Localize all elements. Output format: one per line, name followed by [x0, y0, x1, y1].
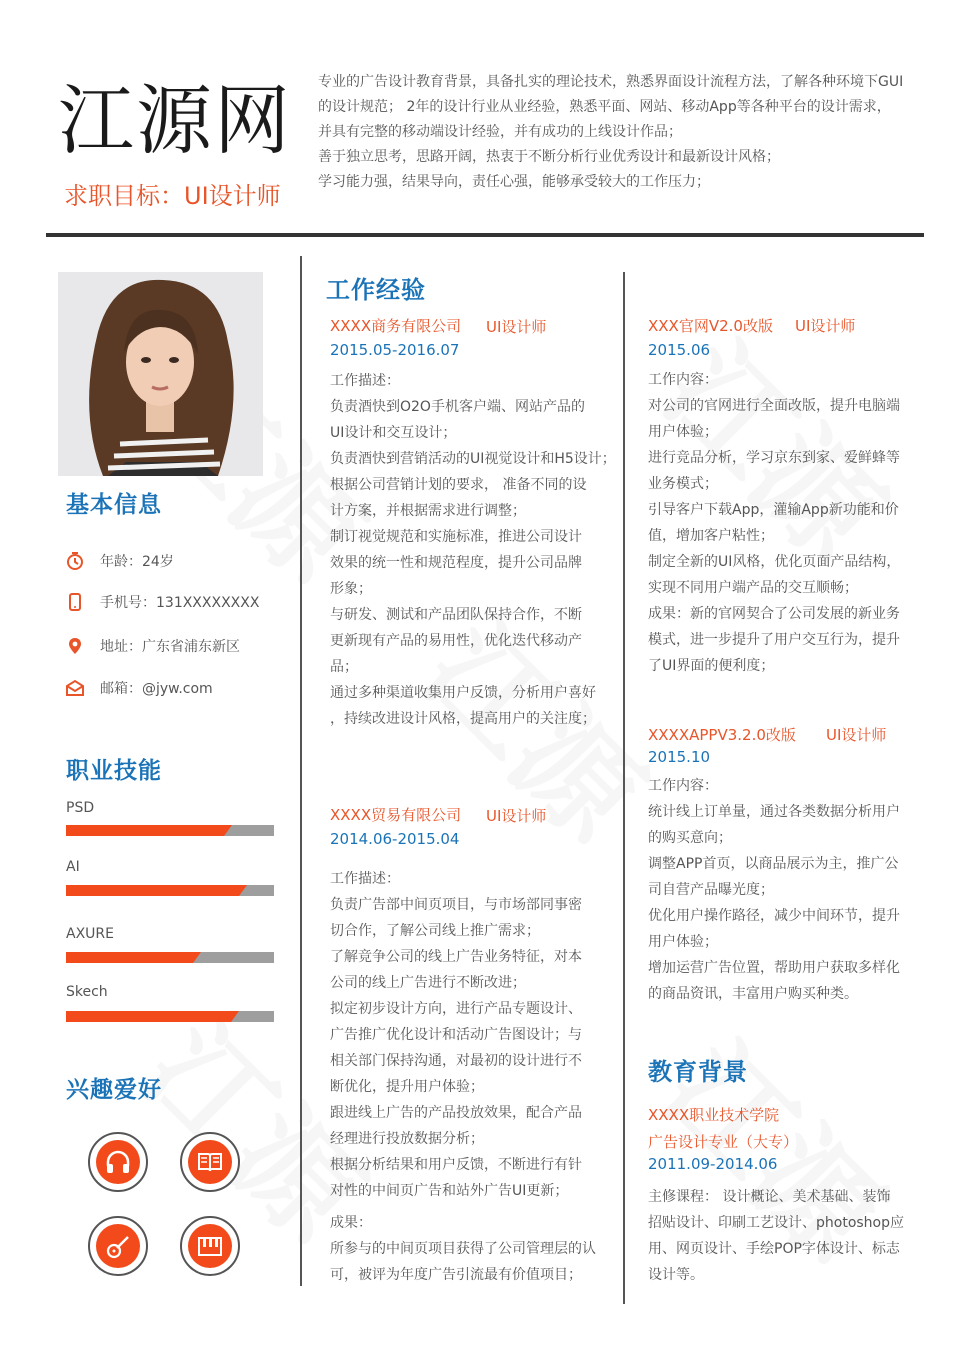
desc-line: 通过多种渠道收集用户反馈，分析用户喜好 — [330, 685, 596, 701]
desc-line: 调整APP首页，以商品展示为主，推广公 — [648, 856, 899, 872]
desc-line: 相关部门保持沟通，对最初的设计进行不 — [330, 1053, 582, 1069]
course-line: 用、网页设计、手绘POP字体设计、标志 — [648, 1241, 900, 1257]
desc-title: 工作描述： — [330, 373, 400, 389]
intro-line: 的设计规范； 2年的设计行业从业经验，熟悉平面、网站、移动App等各种平台的设计需求， — [318, 99, 891, 115]
skill-bar-fill — [66, 825, 232, 836]
job-date: 2014.06-2015.04 — [330, 830, 460, 848]
desc-line: 与研发、测试和产品团队保持合作，不断 — [330, 607, 582, 623]
desc-line: 经理进行投放数据分析； — [330, 1131, 484, 1147]
desc-line: 了UI界面的便利度； — [648, 658, 775, 674]
column-divider — [300, 256, 302, 1286]
job-result — [330, 1210, 596, 1288]
school-name: XXXX职业技术学院 — [648, 1106, 780, 1124]
desc-line: 引导客户下载App，灌输App新功能和价 — [648, 502, 899, 518]
desc-line: 制订视觉规范和实施标准，推进公司设计 — [330, 529, 582, 545]
desc-line: 拟定初步设计方向，进行产品专题设计、 — [330, 1001, 582, 1017]
desc-line: 效果的统一性和规范程度，提升公司品牌 — [330, 555, 582, 571]
book-icon — [188, 1140, 232, 1184]
intro-line: 善于独立思考，思路开阔，热衷于不断分析行业优秀设计和最新设计风格； — [318, 149, 780, 165]
desc-line: 公司的线上广告进行不断改进； — [330, 975, 526, 991]
basic-info-title: 基本信息 — [66, 492, 162, 518]
desc-line: 增加运营广告位置，帮助用户获取多样化 — [648, 960, 900, 976]
desc-line: 模式，进一步提升了用户交互行为，提升 — [648, 632, 900, 648]
clock-icon — [66, 552, 84, 570]
desc-line: 了解竞争公司的线上广告业务特征，对本 — [330, 949, 582, 965]
hobbies-title: 兴趣爱好 — [66, 1077, 162, 1103]
company-name: XXXX商务有限公司 — [330, 317, 462, 335]
email-text: 邮箱：@jyw.com — [100, 681, 213, 697]
skill-label: Skech — [66, 984, 108, 1000]
skill-bar-fill — [66, 952, 201, 963]
desc-line: 根据公司营销计划的要求， 准备不同的设 — [330, 477, 587, 493]
desc-line: 对公司的官网进行全面改版，提升电脑端 — [648, 398, 900, 414]
desc-line: 根据分析结果和用户反馈，不断进行有针 — [330, 1157, 582, 1173]
desc-title: 工作内容： — [648, 778, 718, 794]
project-date: 2015.06 — [648, 341, 711, 359]
course-line: 设计等。 — [648, 1267, 704, 1283]
desc-line: 业务模式； — [648, 476, 718, 492]
intro-line: 并具有完整的移动端设计经验，并有成功的上线设计作品； — [318, 124, 682, 140]
project-role: UI设计师 — [826, 726, 887, 744]
desc-line: 广告推广优化设计和活动广告图设计；与 — [330, 1027, 582, 1043]
skill-bar — [66, 952, 274, 963]
desc-line: 实现不同用户端产品的交互顺畅； — [648, 580, 858, 596]
address-text: 地址：广东省浦东新区 — [100, 639, 240, 655]
skill-bar — [66, 885, 274, 896]
phone-text: 手机号：131XXXXXXXX — [100, 595, 260, 611]
hobby-music — [88, 1132, 148, 1192]
result-title: 成果： — [330, 1215, 372, 1231]
desc-line: 品； — [330, 659, 358, 675]
intro-line: 学习能力强，结果导向，责任心强，能够承受较大的工作压力； — [318, 174, 710, 190]
desc-line: 用户体验； — [648, 424, 718, 440]
location-pin-icon — [66, 637, 84, 655]
desc-line: 负责酒快到O2O手机客户端、网站产品的 — [330, 399, 585, 415]
skill-bar — [66, 1011, 274, 1022]
hobby-reading — [180, 1132, 240, 1192]
age-text: 年龄：24岁 — [100, 554, 174, 570]
desc-line: ，持续改进设计风格，提高用户的关注度； — [330, 711, 596, 727]
project-description — [648, 367, 900, 679]
work-experience-title: 工作经验 — [326, 276, 426, 304]
guitar-icon — [96, 1224, 140, 1268]
skill-label: AXURE — [66, 926, 114, 942]
project-name: XXXXAPPV3.2.0改版 — [648, 726, 796, 744]
age-row — [66, 551, 174, 571]
skill-label: AI — [66, 859, 80, 875]
desc-title: 工作内容： — [648, 372, 718, 388]
project-role: UI设计师 — [795, 317, 856, 335]
project-name: XXX官网V2.0改版 — [648, 317, 773, 335]
column-divider — [623, 272, 625, 1304]
course-line: 招贴设计、印刷工艺设计、photoshop应 — [648, 1215, 904, 1231]
desc-line: 负责广告部中间页项目，与市场部同事密 — [330, 897, 582, 913]
result-line: 所参与的中间页项目获得了公司管理层的认 — [330, 1241, 596, 1257]
desc-line: 对性的中间页广告和站外广告UI更新； — [330, 1183, 569, 1199]
phone-row — [66, 592, 259, 612]
education-date: 2011.09-2014.06 — [648, 1155, 778, 1173]
desc-line: 切合作，了解公司线上推广需求； — [330, 923, 540, 939]
skill-bar-fill — [66, 885, 247, 896]
education-title: 教育背景 — [648, 1058, 748, 1086]
desc-line: 更新现有产品的易用性，优化迭代移动产 — [330, 633, 582, 649]
project-date: 2015.10 — [648, 748, 711, 766]
desc-line: 的商品资讯，丰富用户购买种类。 — [648, 986, 858, 1002]
courses — [648, 1184, 904, 1288]
desc-line: 进行竞品分析，学习京东到家、爱鲜蜂等 — [648, 450, 900, 466]
job-role: UI设计师 — [486, 807, 547, 825]
company-name: XXXX贸易有限公司 — [330, 806, 462, 824]
email-row — [66, 678, 213, 698]
self-introduction — [318, 70, 938, 195]
job-role: UI设计师 — [486, 318, 547, 336]
project-description — [648, 773, 900, 1007]
desc-line: 断优化，提升用户体验； — [330, 1079, 484, 1095]
job-date: 2015.05-2016.07 — [330, 341, 460, 359]
mail-icon — [66, 679, 84, 697]
desc-line: UI设计和交互设计； — [330, 425, 457, 441]
desc-line: 的购买意向； — [648, 830, 732, 846]
desc-line: 优化用户操作路径，减少中间环节，提升 — [648, 908, 900, 924]
job-description — [330, 866, 582, 1204]
course-line: 主修课程： 设计概论、美术基础、装饰 — [648, 1189, 891, 1205]
intro-line: 专业的广告设计教育背景，具备扎实的理论技术，熟悉界面设计流程方法，了解各种环境下GUI — [318, 74, 904, 90]
result-line: 可，被评为年度广告引流最有价值项目； — [330, 1267, 582, 1283]
desc-line: 值，增加客户粘性； — [648, 528, 774, 544]
desc-line: 司自营产品曝光度； — [648, 882, 774, 898]
job-description — [330, 368, 616, 732]
candidate-name: 江源网 — [58, 76, 292, 165]
desc-line: 统计线上订单量，通过各类数据分析用户 — [648, 804, 900, 820]
profile-photo — [58, 272, 263, 476]
desc-line: 负责酒快到营销活动的UI视觉设计和H5设计； — [330, 451, 616, 467]
hobby-guitar — [88, 1216, 148, 1276]
desc-line: 用户体验； — [648, 934, 718, 950]
address-row — [66, 636, 240, 656]
desc-line: 制定全新的UI风格，优化页面产品结构， — [648, 554, 901, 570]
hobby-piano — [180, 1216, 240, 1276]
piano-icon — [188, 1224, 232, 1268]
headphones-icon — [96, 1140, 140, 1184]
major: 广告设计专业（大专） — [648, 1133, 799, 1151]
skill-label: PSD — [66, 800, 95, 816]
desc-line: 计方案，并根据需求进行调整； — [330, 503, 526, 519]
desc-line: 形象； — [330, 581, 372, 597]
job-objective: 求职目标：UI设计师 — [64, 182, 281, 210]
phone-icon — [66, 593, 84, 611]
header-divider — [46, 233, 924, 237]
skill-bar-fill — [66, 1011, 239, 1022]
desc-line: 成果：新的官网契合了公司发展的新业务 — [648, 606, 900, 622]
desc-line: 跟进线上广告的产品投放效果，配合产品 — [330, 1105, 582, 1121]
desc-title: 工作描述： — [330, 871, 400, 887]
skill-bar — [66, 825, 274, 836]
portrait-illustration — [58, 272, 263, 476]
skills-title: 职业技能 — [66, 758, 162, 784]
